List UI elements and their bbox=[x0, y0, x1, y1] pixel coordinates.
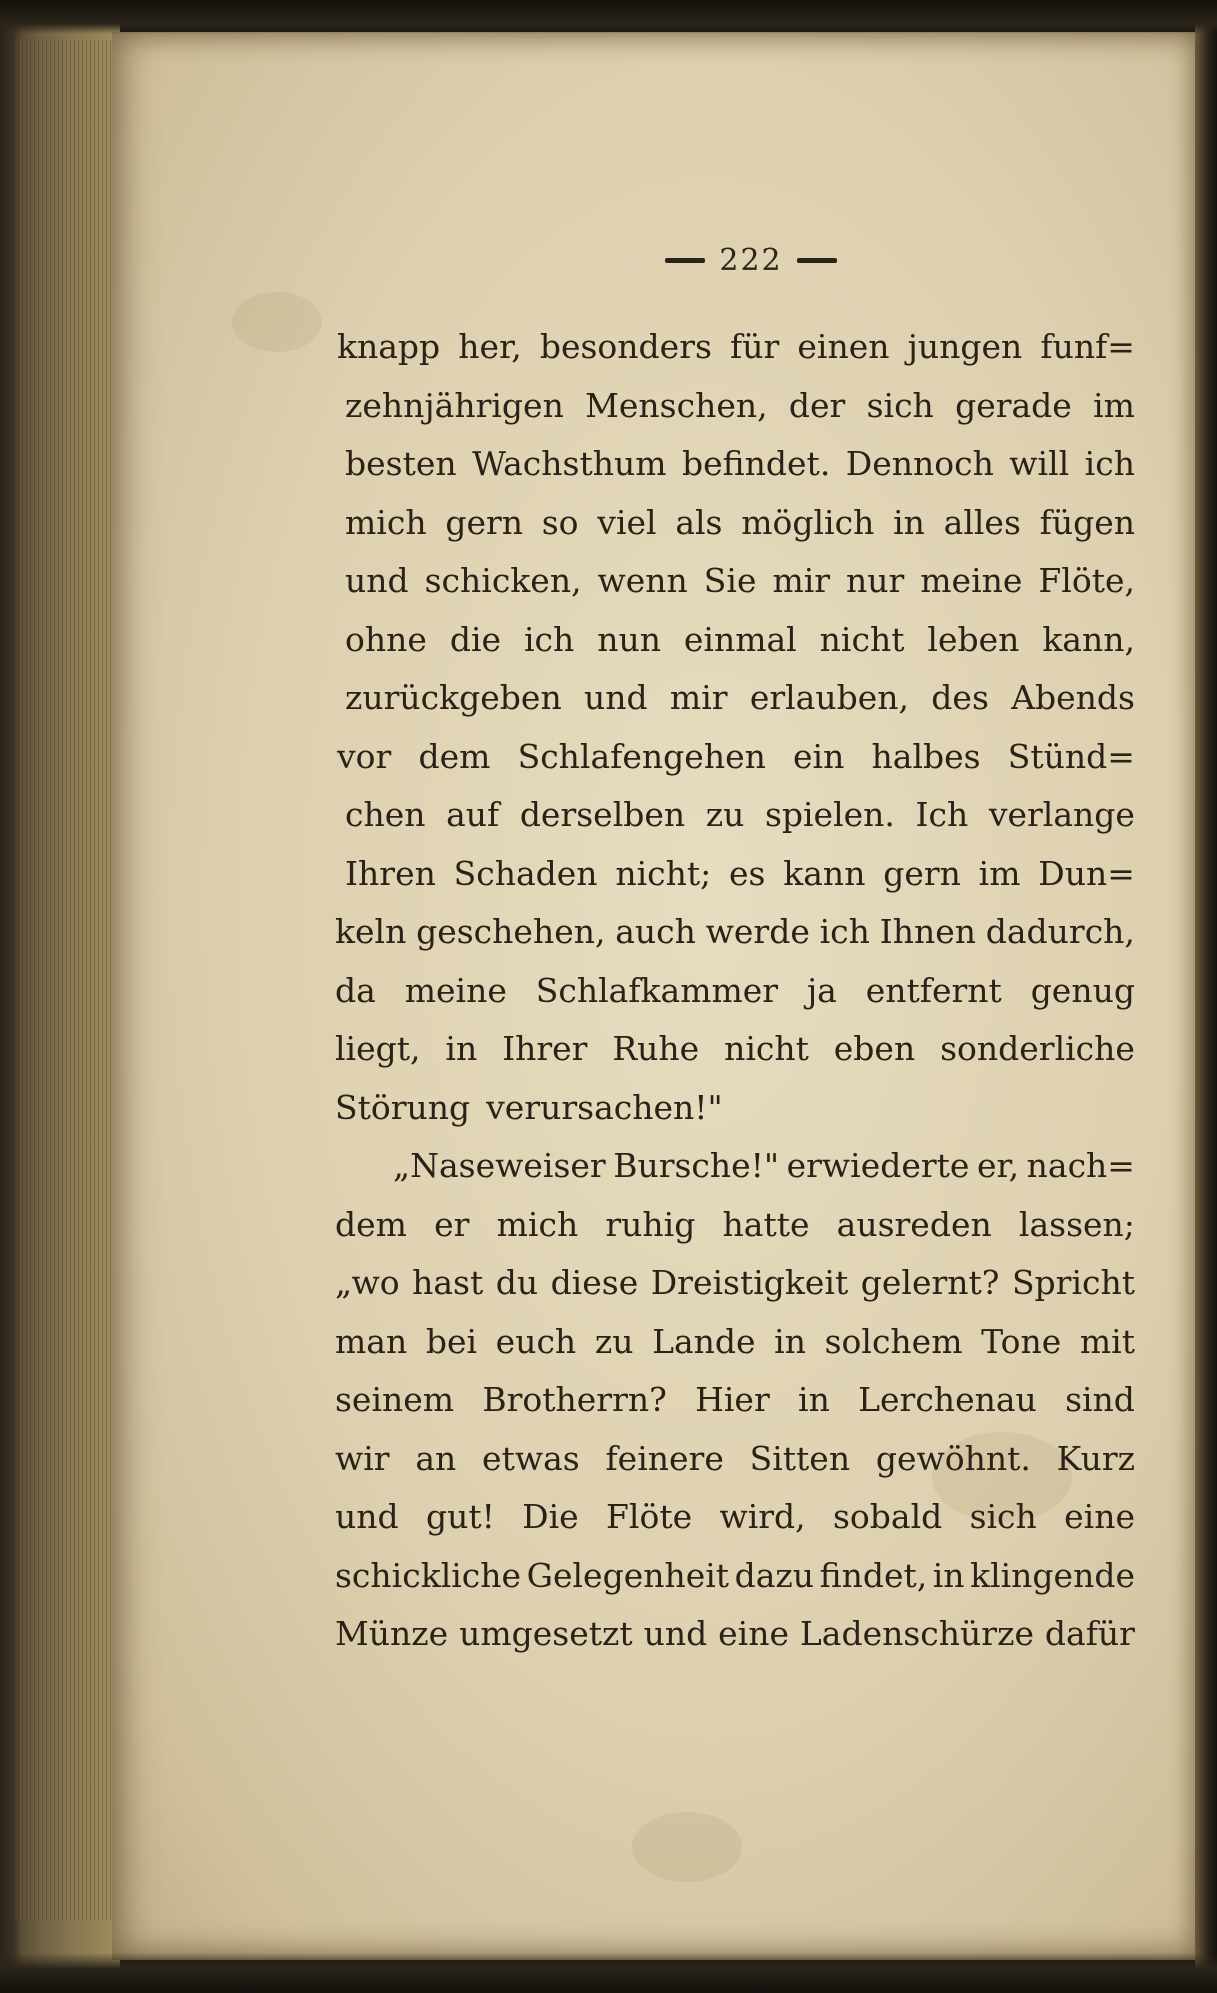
word: erlauben, bbox=[749, 678, 910, 717]
word: will bbox=[1009, 444, 1070, 483]
text-line bbox=[335, 1430, 1135, 1489]
word: Lande bbox=[652, 1321, 756, 1361]
word: gern bbox=[445, 502, 524, 542]
word: man bbox=[335, 1321, 408, 1361]
word: geschehen, bbox=[416, 912, 606, 951]
word: hast bbox=[412, 1263, 484, 1302]
word: entfernt bbox=[865, 970, 1002, 1010]
word: ohne bbox=[345, 619, 427, 659]
word: zurückgeben bbox=[345, 678, 562, 717]
text-line bbox=[335, 903, 1135, 962]
text-line bbox=[335, 1547, 1135, 1606]
word: Gelegenheit bbox=[526, 1555, 730, 1595]
word: nach= bbox=[1026, 1146, 1135, 1185]
word: wir bbox=[335, 1438, 390, 1478]
word: Hier bbox=[695, 1380, 770, 1419]
word: dem bbox=[418, 736, 491, 776]
word: Spricht bbox=[1011, 1263, 1135, 1302]
word: Brotherrn? bbox=[482, 1380, 667, 1419]
word: Ruhe bbox=[612, 1029, 700, 1068]
word: zu bbox=[705, 795, 745, 834]
word: Sitten bbox=[749, 1438, 851, 1478]
word: Kurz bbox=[1056, 1438, 1135, 1478]
text-line bbox=[335, 1488, 1135, 1547]
word: mich bbox=[496, 1204, 579, 1244]
word: dem bbox=[335, 1204, 407, 1244]
word: leben bbox=[927, 619, 1020, 659]
word: Flöte, bbox=[1038, 561, 1135, 600]
word: kann, bbox=[1042, 619, 1135, 659]
word: ich bbox=[819, 912, 870, 951]
word: euch bbox=[495, 1321, 577, 1361]
word: solchem bbox=[824, 1321, 963, 1361]
word: nicht bbox=[819, 619, 905, 659]
text-line bbox=[335, 1079, 1135, 1138]
word: hatte bbox=[722, 1204, 810, 1244]
binding-shadow-right bbox=[1195, 0, 1217, 1993]
word: mich bbox=[345, 502, 427, 542]
text-line bbox=[335, 1605, 1135, 1664]
word: er bbox=[434, 1204, 470, 1244]
word: und bbox=[335, 1497, 399, 1536]
page-header bbox=[636, 238, 866, 282]
word: eben bbox=[833, 1029, 916, 1068]
text-line bbox=[335, 962, 1135, 1021]
word: viel bbox=[597, 502, 657, 542]
word: für bbox=[730, 327, 780, 366]
word: und bbox=[643, 1614, 708, 1653]
word: zu bbox=[594, 1321, 634, 1361]
word: dadurch, bbox=[985, 912, 1135, 951]
word: so bbox=[541, 502, 579, 542]
word: Schlafengehen bbox=[517, 736, 766, 776]
header-dash-right bbox=[797, 258, 837, 263]
word: Abends bbox=[1011, 678, 1135, 717]
word: an bbox=[415, 1438, 457, 1478]
word: derselben bbox=[519, 795, 686, 834]
word: alles bbox=[943, 502, 1021, 542]
word: Sie bbox=[703, 561, 757, 600]
word: in bbox=[893, 502, 925, 542]
word: wenn bbox=[597, 561, 688, 600]
word: Dun= bbox=[1038, 853, 1135, 893]
word: des bbox=[931, 678, 989, 717]
word: werde bbox=[705, 912, 810, 951]
word: wird, bbox=[719, 1497, 806, 1536]
text-line bbox=[345, 494, 1135, 553]
word: jungen bbox=[907, 327, 1023, 366]
text-line bbox=[337, 318, 1135, 377]
page-number: 222 bbox=[719, 242, 783, 278]
word: verursachen!" bbox=[486, 1087, 723, 1127]
word: mit bbox=[1079, 1321, 1135, 1361]
word: ich bbox=[523, 619, 575, 659]
paper-stain bbox=[232, 292, 322, 352]
word: im bbox=[978, 853, 1021, 893]
word: feinere bbox=[605, 1438, 724, 1478]
word: her, bbox=[458, 327, 522, 366]
body-text bbox=[335, 318, 1135, 1664]
word: in bbox=[774, 1321, 806, 1361]
word: in bbox=[445, 1029, 478, 1068]
text-line bbox=[337, 728, 1135, 787]
word: einen bbox=[797, 327, 890, 366]
text-line bbox=[345, 435, 1135, 494]
word: Schaden bbox=[453, 853, 598, 893]
word: in bbox=[798, 1380, 830, 1419]
text-line bbox=[335, 1313, 1135, 1372]
word: Bursche!" bbox=[613, 1146, 780, 1185]
word: der bbox=[788, 385, 846, 425]
word: etwas bbox=[482, 1438, 580, 1478]
word: Münze bbox=[335, 1614, 449, 1653]
word: umgesetzt bbox=[459, 1614, 633, 1653]
word: dafür bbox=[1044, 1614, 1135, 1653]
text-line bbox=[335, 1137, 1135, 1196]
word: sobald bbox=[832, 1497, 943, 1536]
word: eine bbox=[718, 1614, 789, 1653]
word: da bbox=[335, 970, 376, 1010]
text-line bbox=[345, 845, 1135, 904]
text-line bbox=[335, 1254, 1135, 1313]
word: einmal bbox=[683, 619, 797, 659]
word: schickliche bbox=[335, 1555, 522, 1595]
word: im bbox=[1093, 385, 1135, 425]
word: und bbox=[584, 678, 648, 717]
word: befindet. bbox=[681, 444, 831, 483]
paper-stain bbox=[632, 1812, 742, 1882]
word: die bbox=[449, 619, 502, 659]
word: chen bbox=[345, 795, 426, 834]
word: klingende bbox=[970, 1555, 1135, 1595]
word: er, bbox=[976, 1146, 1020, 1185]
word: Ihren bbox=[345, 853, 436, 893]
word: sich bbox=[969, 1497, 1037, 1536]
word: kann bbox=[783, 853, 866, 893]
word: findet, bbox=[819, 1555, 928, 1595]
word: in bbox=[932, 1555, 965, 1595]
word: ausreden bbox=[836, 1204, 992, 1244]
word: Lerchenau bbox=[858, 1380, 1037, 1419]
word: auch bbox=[615, 912, 696, 951]
word: Stünd= bbox=[1007, 736, 1135, 776]
word: nicht; bbox=[615, 853, 712, 893]
word: du bbox=[495, 1263, 539, 1302]
word: mir bbox=[669, 678, 728, 717]
word: ein bbox=[793, 736, 845, 776]
word: genug bbox=[1030, 970, 1135, 1010]
word: ja bbox=[806, 970, 837, 1010]
word: möglich bbox=[741, 502, 875, 542]
word: mir bbox=[772, 561, 831, 600]
word: es bbox=[729, 853, 766, 893]
word: gelernt? bbox=[860, 1263, 1000, 1302]
word: dazu bbox=[734, 1555, 815, 1595]
word: verlange bbox=[988, 795, 1135, 834]
word: Ladenschürze bbox=[799, 1614, 1034, 1653]
word: bei bbox=[425, 1321, 478, 1361]
text-line bbox=[335, 1020, 1135, 1079]
word: sich bbox=[866, 385, 934, 425]
text-line bbox=[345, 611, 1135, 670]
word: Störung bbox=[335, 1087, 471, 1127]
word: „wo bbox=[335, 1263, 400, 1302]
text-line bbox=[335, 1371, 1135, 1430]
word: Flöte bbox=[606, 1497, 693, 1536]
word: sonderliche bbox=[940, 1029, 1135, 1068]
word: eine bbox=[1064, 1497, 1135, 1536]
word: Menschen, bbox=[585, 385, 768, 425]
word: schicken, bbox=[424, 561, 582, 600]
word: Ich bbox=[915, 795, 969, 834]
word: keln bbox=[335, 912, 407, 951]
word: vor bbox=[337, 736, 392, 776]
word: sind bbox=[1065, 1380, 1135, 1419]
text-line bbox=[345, 377, 1135, 436]
word: ich bbox=[1084, 444, 1135, 483]
word: als bbox=[675, 502, 723, 542]
word: Dreistigkeit bbox=[650, 1263, 849, 1302]
word: besonders bbox=[539, 327, 712, 366]
word: halbes bbox=[871, 736, 981, 776]
word: meine bbox=[404, 970, 507, 1010]
word: funf= bbox=[1040, 327, 1135, 366]
word: erwiederte bbox=[786, 1146, 970, 1185]
word: Ihrer bbox=[502, 1029, 588, 1068]
word: seinem bbox=[335, 1380, 455, 1419]
word: besten bbox=[345, 444, 457, 483]
word: liegt, bbox=[335, 1029, 421, 1068]
text-line bbox=[345, 786, 1135, 845]
word: Die bbox=[522, 1497, 579, 1536]
text-line bbox=[345, 552, 1135, 611]
word: Tone bbox=[981, 1321, 1062, 1361]
word: Schlafkammer bbox=[535, 970, 779, 1010]
word: fügen bbox=[1039, 502, 1135, 542]
word: gut! bbox=[425, 1497, 495, 1536]
word: auf bbox=[446, 795, 500, 834]
text-line bbox=[345, 669, 1135, 728]
scan-top-edge bbox=[0, 0, 1217, 34]
word: gern bbox=[883, 853, 961, 893]
scan-bottom-edge bbox=[0, 1953, 1217, 1993]
word: nicht bbox=[724, 1029, 809, 1068]
header-dash-left bbox=[665, 258, 705, 263]
word: „Naseweiser bbox=[393, 1146, 606, 1185]
word: Wachsthum bbox=[472, 444, 667, 483]
word: gerade bbox=[955, 385, 1072, 425]
word: zehnjährigen bbox=[345, 385, 564, 425]
word: diese bbox=[550, 1263, 639, 1302]
word: Ihnen bbox=[879, 912, 976, 951]
word: knapp bbox=[337, 327, 441, 366]
word: ruhig bbox=[605, 1204, 696, 1244]
text-line bbox=[335, 1196, 1135, 1255]
word: Dennoch bbox=[845, 444, 994, 483]
word: meine bbox=[920, 561, 1023, 600]
word: spielen. bbox=[764, 795, 895, 834]
word: nun bbox=[597, 619, 661, 659]
word: lassen; bbox=[1018, 1204, 1135, 1244]
word: nur bbox=[846, 561, 905, 600]
page-stack-lines bbox=[14, 40, 120, 1920]
word: gewöhnt. bbox=[875, 1438, 1031, 1478]
word: und bbox=[345, 561, 409, 600]
